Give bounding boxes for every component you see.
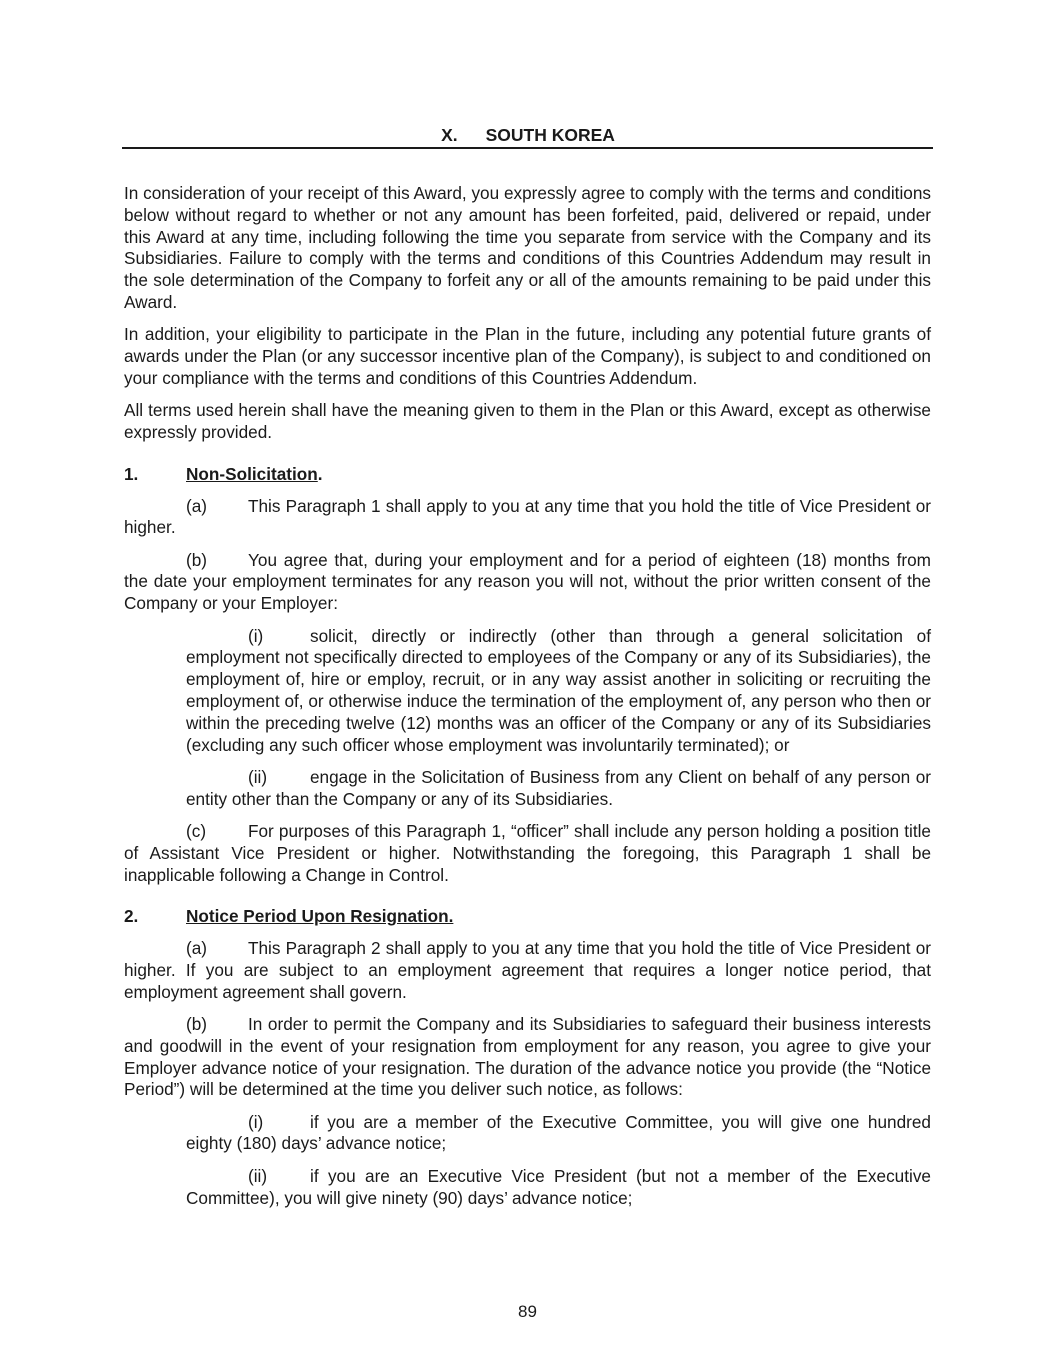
para-text: This Paragraph 1 shall apply to you at any time that you hold the title of Vice President or higher. [124, 495, 931, 538]
para-text: if you are an Executive Vice President (but not a member of the Executive Committee), you will give ninety (90) days’ advance notice; [186, 1165, 931, 1208]
document-body [124, 183, 931, 1209]
heading-number: X. [441, 125, 458, 145]
para-text: For purposes of this Paragraph 1, “officer” shall include any person holding a position title of Assistant Vice President or higher. Notwithstanding the foregoing, this Paragraph 1 shall be inapplicable following a Change in Control. [124, 820, 931, 885]
section-1-para-c [124, 821, 931, 886]
section-2-subpara-ii [186, 1166, 931, 1210]
intro-paragraph-3: All terms used herein shall have the meaning given to them in the Plan or this Award, except as otherwise expressly provided. [124, 400, 931, 442]
section-1-heading [124, 464, 931, 486]
heading-rule [122, 147, 933, 149]
section-2-para-b [124, 1014, 931, 1101]
para-text: if you are a member of the Executive Committee, you will give one hundred eighty (180) days’ advance notice; [186, 1111, 931, 1154]
para-label: (a) [186, 495, 208, 516]
para-label: (ii) [248, 766, 268, 787]
para-label: (i) [248, 1111, 264, 1132]
section-2-number: 2. [124, 906, 139, 927]
section-2-heading [124, 906, 931, 928]
para-label: (i) [248, 625, 264, 646]
section-2-title: Notice Period Upon Resignation. [186, 906, 454, 927]
para-label: (ii) [248, 1165, 268, 1186]
section-2-subpara-i [186, 1112, 931, 1156]
section-1-para-b [124, 550, 931, 615]
para-text: You agree that, during your employment and for a period of eighteen (18) months from the date your employment terminates for any reason you will not, without the prior written consent of the Company or your Employer: [124, 549, 931, 614]
para-label: (a) [186, 938, 208, 959]
para-label: (b) [186, 1014, 208, 1034]
section-1-subpara-i [186, 626, 931, 757]
para-text: solicit, directly or indirectly (other than through a general solicitation of employment not specifically directed to employees of the Company or any of its Subsidiaries), the employment of, hire or employ, recruit, or in any way assist another in soliciting or recruiting the employment of, or otherwise induce the termination of the employment of, any person who then or within the preceding twelve (12) months was an officer of the Company or any of its Subsidiaries (excluding any such officer whose employment was involuntarily terminated); or [186, 625, 931, 755]
intro-paragraph-2: In addition, your eligibility to participate in the Plan in the future, including any potential future grants of awards under the Plan (or any successor incentive plan of the Company), is subject to and conditioned on your compliance with the terms and conditions of this Countries Addendum. [124, 324, 931, 388]
para-text: This Paragraph 2 shall apply to you at any time that you hold the title of Vice President or higher. If you are subject to an employment agreement that requires a longer notice period, that employment agreement shall govern. [124, 938, 931, 1002]
para-text: engage in the Solicitation of Business from any Client on behalf of any person or entity other than the Company or any of its Subsidiaries. [186, 766, 931, 809]
intro-paragraph-1: In consideration of your receipt of this Award, you expressly agree to comply with the terms and conditions below without regard to whether or not any amount has been forfeited, paid, delivered or repaid, under this Award at any time, including following the time you separate from service with the Company and its Subsidiaries. Failure to comply with the terms and conditions of this Countries Addendum may result in the sole determination of the Company to forfeit any or all of the amounts remaining to be paid under this Award. [124, 183, 931, 312]
section-2-para-a [124, 938, 931, 1003]
section-1-para-a [124, 496, 931, 540]
page-number: 89 [518, 1302, 537, 1321]
para-text: In order to permit the Company and its Subsidiaries to safeguard their business interests and goodwill in the event of your resignation from employment for any reason, you agree to give your Employer advance notice of your resignation. The duration of the advance notice you provide (the “Notice Period”) will be determined at the time you deliver such notice, as follows: [124, 1014, 931, 1100]
section-heading [123, 124, 933, 146]
section-1-title-period: . [317, 463, 323, 484]
section-1-subpara-ii [186, 767, 931, 811]
para-label: (b) [186, 549, 208, 570]
para-label: (c) [186, 820, 207, 841]
section-1-number: 1. [124, 463, 139, 484]
heading-title: SOUTH KOREA [485, 125, 615, 145]
section-1-title: Non-Solicitation [186, 463, 318, 484]
